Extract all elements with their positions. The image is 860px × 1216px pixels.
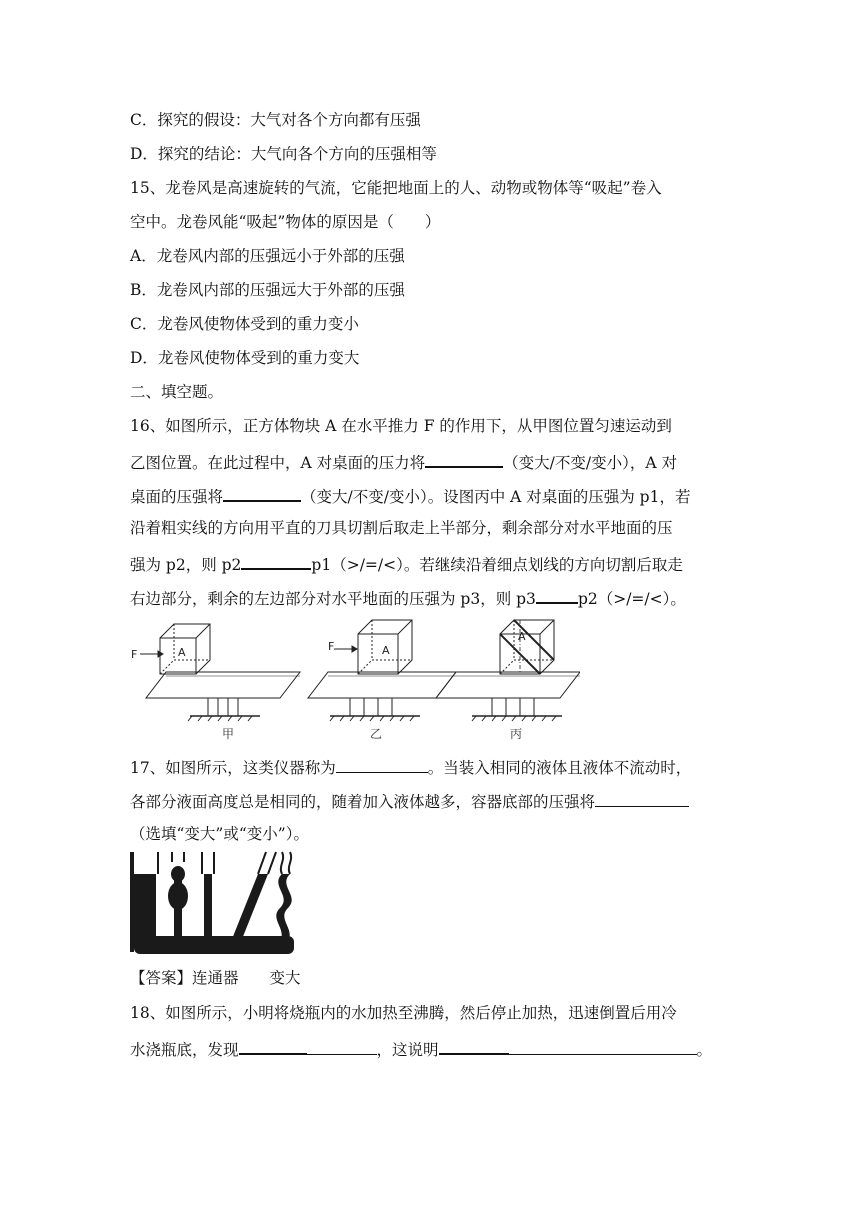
block-label-bing: A bbox=[518, 630, 526, 643]
force-label-yi: F bbox=[328, 640, 335, 653]
q17-answer: 【答案】连通器 变大 bbox=[130, 969, 301, 987]
q16-text: p1（>/=/<）。若继续沿着细点划线的方向切割后取走 bbox=[311, 556, 683, 574]
figure-16 bbox=[130, 614, 580, 742]
q16-text: （变大/不变/变小）。设图丙中 A 对桌面的压强为 p1，若 bbox=[301, 488, 691, 506]
question-16-line2 bbox=[130, 450, 677, 473]
answer-blank[interactable] bbox=[425, 450, 503, 468]
question-15-line1: 15、龙卷风是高速旋转的气流，它能把地面上的人、动物或物体等“吸起”卷入 bbox=[130, 179, 662, 197]
q16-text: p2（>/=/<）。 bbox=[577, 590, 686, 608]
q18-text: 。 bbox=[696, 1041, 713, 1059]
panel-jia bbox=[140, 624, 300, 721]
answer-blank[interactable] bbox=[307, 1038, 377, 1055]
answer-blank[interactable] bbox=[595, 790, 689, 807]
q18-text: 水浇瓶底，发现 bbox=[130, 1041, 239, 1059]
option-c-q14: C．探究的假设：大气对各个方向都有压强 bbox=[130, 111, 421, 129]
answer-blank[interactable] bbox=[239, 1037, 307, 1055]
figure-label-bing: 丙 bbox=[510, 727, 523, 741]
question-17-line2 bbox=[130, 790, 689, 812]
figure-label-jia: 甲 bbox=[222, 727, 235, 741]
panel-yi bbox=[308, 620, 456, 721]
answer-blank[interactable] bbox=[509, 1038, 697, 1055]
q18-text: ，这说明 bbox=[376, 1041, 439, 1059]
answer-blank[interactable] bbox=[536, 586, 578, 604]
section-heading-fill-blank: 二、填空题。 bbox=[130, 383, 224, 401]
answer-blank[interactable] bbox=[439, 1037, 509, 1055]
question-17-line1 bbox=[130, 756, 691, 778]
block-label-yi: A bbox=[382, 644, 390, 657]
question-16-line1: 16、如图所示，正方体物块 A 在水平推力 F 的作用下，从甲图位置匀速运动到 bbox=[130, 417, 672, 435]
question-17-line3: （选填“变大”或“变小”）。 bbox=[130, 825, 309, 843]
q16-text: 强为 p2，则 p2 bbox=[130, 556, 242, 574]
question-16-line6 bbox=[130, 586, 686, 609]
q16-text: （变大/不变/变小），A 对 bbox=[503, 454, 677, 472]
option-d-q14: D．探究的结论：大气向各个方向的压强相等 bbox=[130, 145, 437, 163]
q16-text: 乙图位置。在此过程中，A 对桌面的压力将 bbox=[130, 454, 426, 472]
question-16-line4: 沿着粗实线的方向用平直的刀具切割后取走上半部分，剩余部分对水平地面的压 bbox=[130, 519, 673, 537]
figure-label-yi: 乙 bbox=[370, 727, 383, 741]
question-16-line3 bbox=[130, 484, 690, 507]
q17-text: 17、如图所示，这类仪器称为 bbox=[130, 759, 336, 777]
panel-bing bbox=[436, 620, 580, 721]
question-18-line1: 18、如图所示，小明将烧瓶内的水加热至沸腾，然后停止加热，迅速倒置后用冷 bbox=[130, 1004, 677, 1022]
block-label-jia: A bbox=[178, 646, 186, 659]
question-16-line5 bbox=[130, 552, 683, 575]
answer-blank[interactable] bbox=[223, 484, 301, 502]
answer-blank[interactable] bbox=[336, 756, 428, 773]
option-b-q15: B．龙卷风内部的压强远大于外部的压强 bbox=[130, 281, 405, 299]
figure-17-communicating-vessels bbox=[130, 850, 310, 958]
question-15-line2: 空中。龙卷风能“吸起”物体的原因是（ ） bbox=[130, 213, 441, 231]
option-d-q15: D．龙卷风使物体受到的重力变大 bbox=[130, 349, 360, 367]
option-a-q15: A．龙卷风内部的压强远小于外部的压强 bbox=[130, 247, 405, 265]
answer-blank[interactable] bbox=[241, 552, 311, 570]
q17-text: 各部分液面高度总是相同的，随着加入液体越多，容器底部的压强将 bbox=[130, 793, 596, 811]
q16-text: 桌面的压强将 bbox=[130, 488, 224, 506]
force-label-jia: F bbox=[131, 648, 138, 661]
q17-text: 。当装入相同的液体且液体不流动时， bbox=[427, 759, 692, 777]
q16-text: 右边部分，剩余的左边部分对水平地面的压强为 p3，则 p3 bbox=[130, 590, 536, 608]
question-18-line2 bbox=[130, 1037, 712, 1060]
option-c-q15: C．龙卷风使物体受到的重力变小 bbox=[130, 315, 359, 333]
